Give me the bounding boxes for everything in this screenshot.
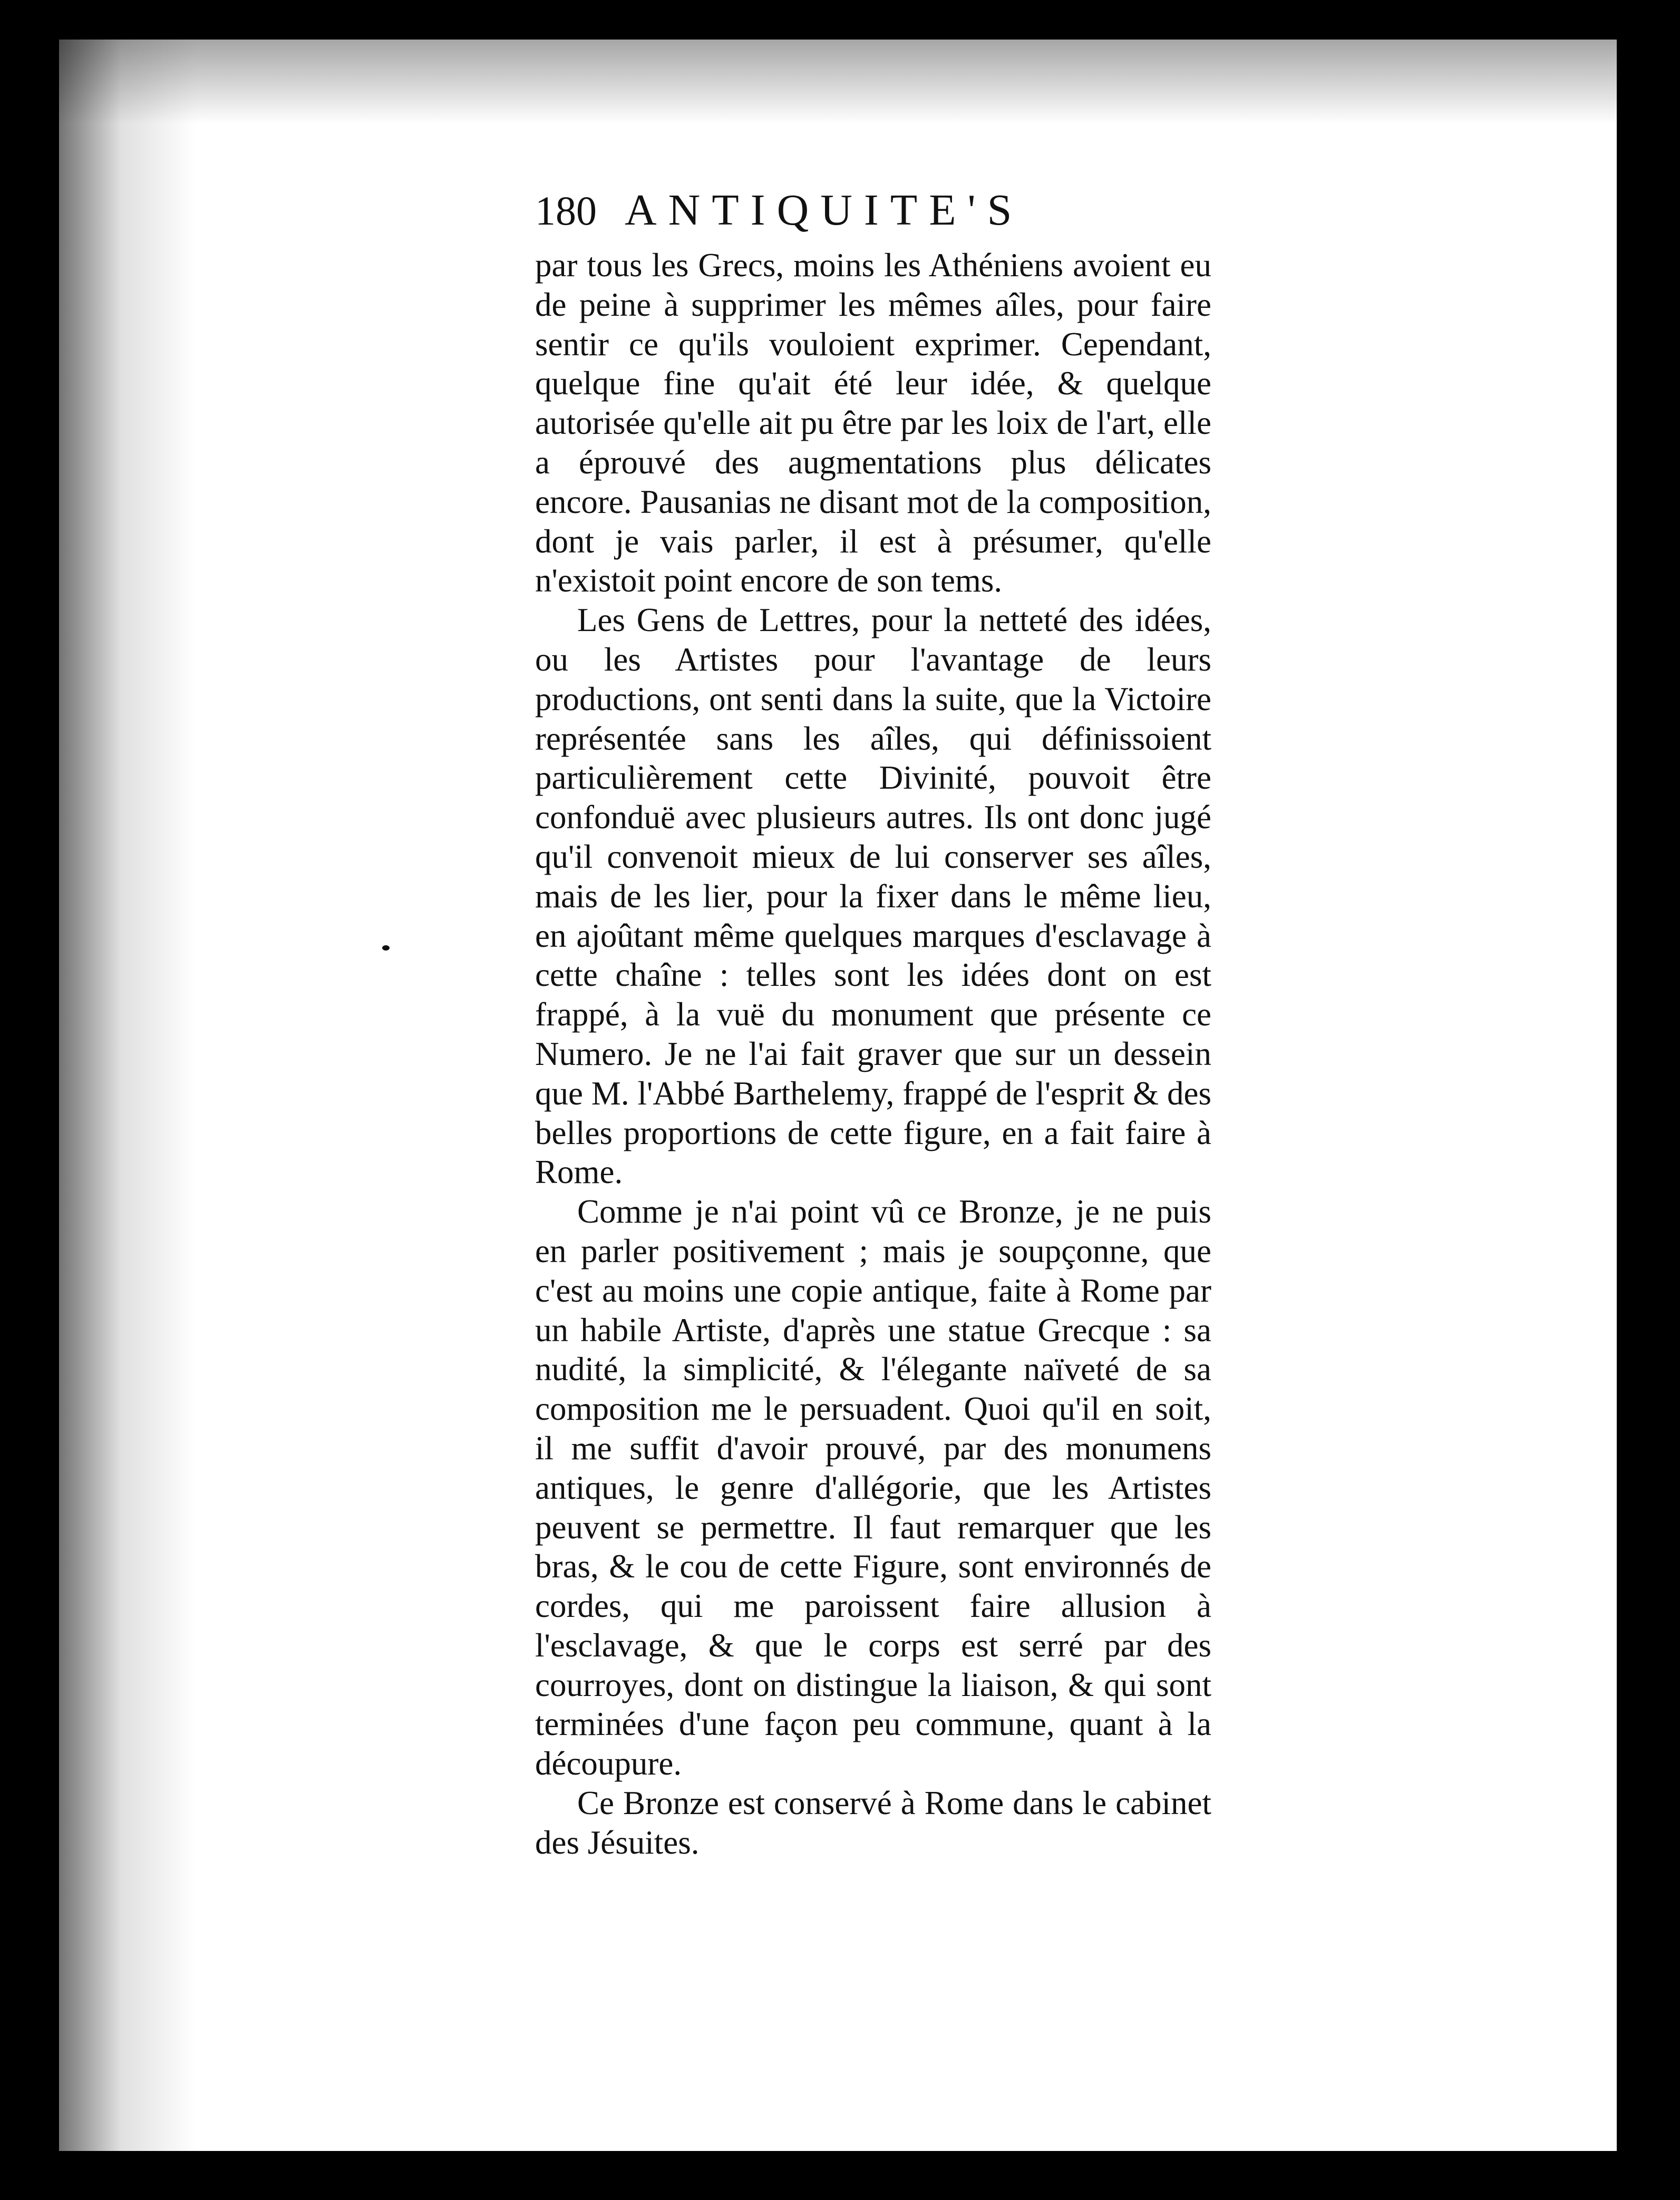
stray-ink-mark [382, 945, 390, 951]
running-head: ANTIQUITE'S [625, 186, 1024, 235]
page-top-shadow [59, 40, 1617, 124]
page-edge-shadow [59, 40, 196, 2151]
page-number: 180 [535, 188, 597, 234]
paragraph-conservation: Ce Bronze est conservé à Rome dans le cabinet des Jésuites. [535, 1785, 1211, 1861]
paragraph-continuation: par tous les Grecs, moins les Athéniens avoient eu de peine à supprimer les mêmes aîles, pour faire sentir ce qu'ils vouloient exprimer. Cependant, quelque fine qu'ait été leur idée, & quelque autorisée qu'elle ait pu être par les loix de l'art, elle a éprouvé des augmentations plus délicates encore. Pausanias ne disant mot de la composition, dont je vais parler, il est à présumer, qu'elle n'existoit point encore de son tems. [535, 247, 1211, 599]
body-text [535, 246, 1211, 1863]
page-header [535, 185, 1205, 243]
paragraph-gens-de-lettres: Les Gens de Lettres, pour la netteté des idées, ou les Artistes pour l'avantage de leurs productions, ont senti dans la suite, que la Victoire représentée sans les aîles, qui définissoient particulièrement cette Divinité, pouvoit être confonduë avec plusieurs autres. Ils ont donc jugé qu'il convenoit mieux de lui conserver ses aîles, mais de les lier, pour la fixer dans le même lieu, en ajoûtant même quelques marques d'esclavage à cette chaîne : telles sont les idées dont on est frappé, à la vuë du monument que présente ce Numero. Je ne l'ai fait graver que sur un dessein que M. l'Abbé Barthelemy, frappé de l'esprit & des belles proportions de cette figure, en a fait faire à Rome. [535, 602, 1211, 1191]
paragraph-bronze-description: Comme je n'ai point vû ce Bronze, je ne puis en parler positivement ; mais je soupçonne, que c'est au moins une copie antique, faite à Rome par un habile Artiste, d'après une statue Grecque : sa nudité, la simplicité, & l'élegante naïveté de sa composition me le persuadent. Quoi qu'il en soit, il me suffit d'avoir prouvé, par des monumens antiques, le genre d'allégorie, que les Artistes peuvent se permettre. Il faut remarquer que les bras, & le cou de cette Figure, sont environnés de cordes, qui me paroissent faire allusion à l'esclavage, & que le corps est serré par des courroyes, dont on distingue la liaison, & qui sont terminées d'une façon peu commune, quant à la découpure. [535, 1193, 1211, 1782]
